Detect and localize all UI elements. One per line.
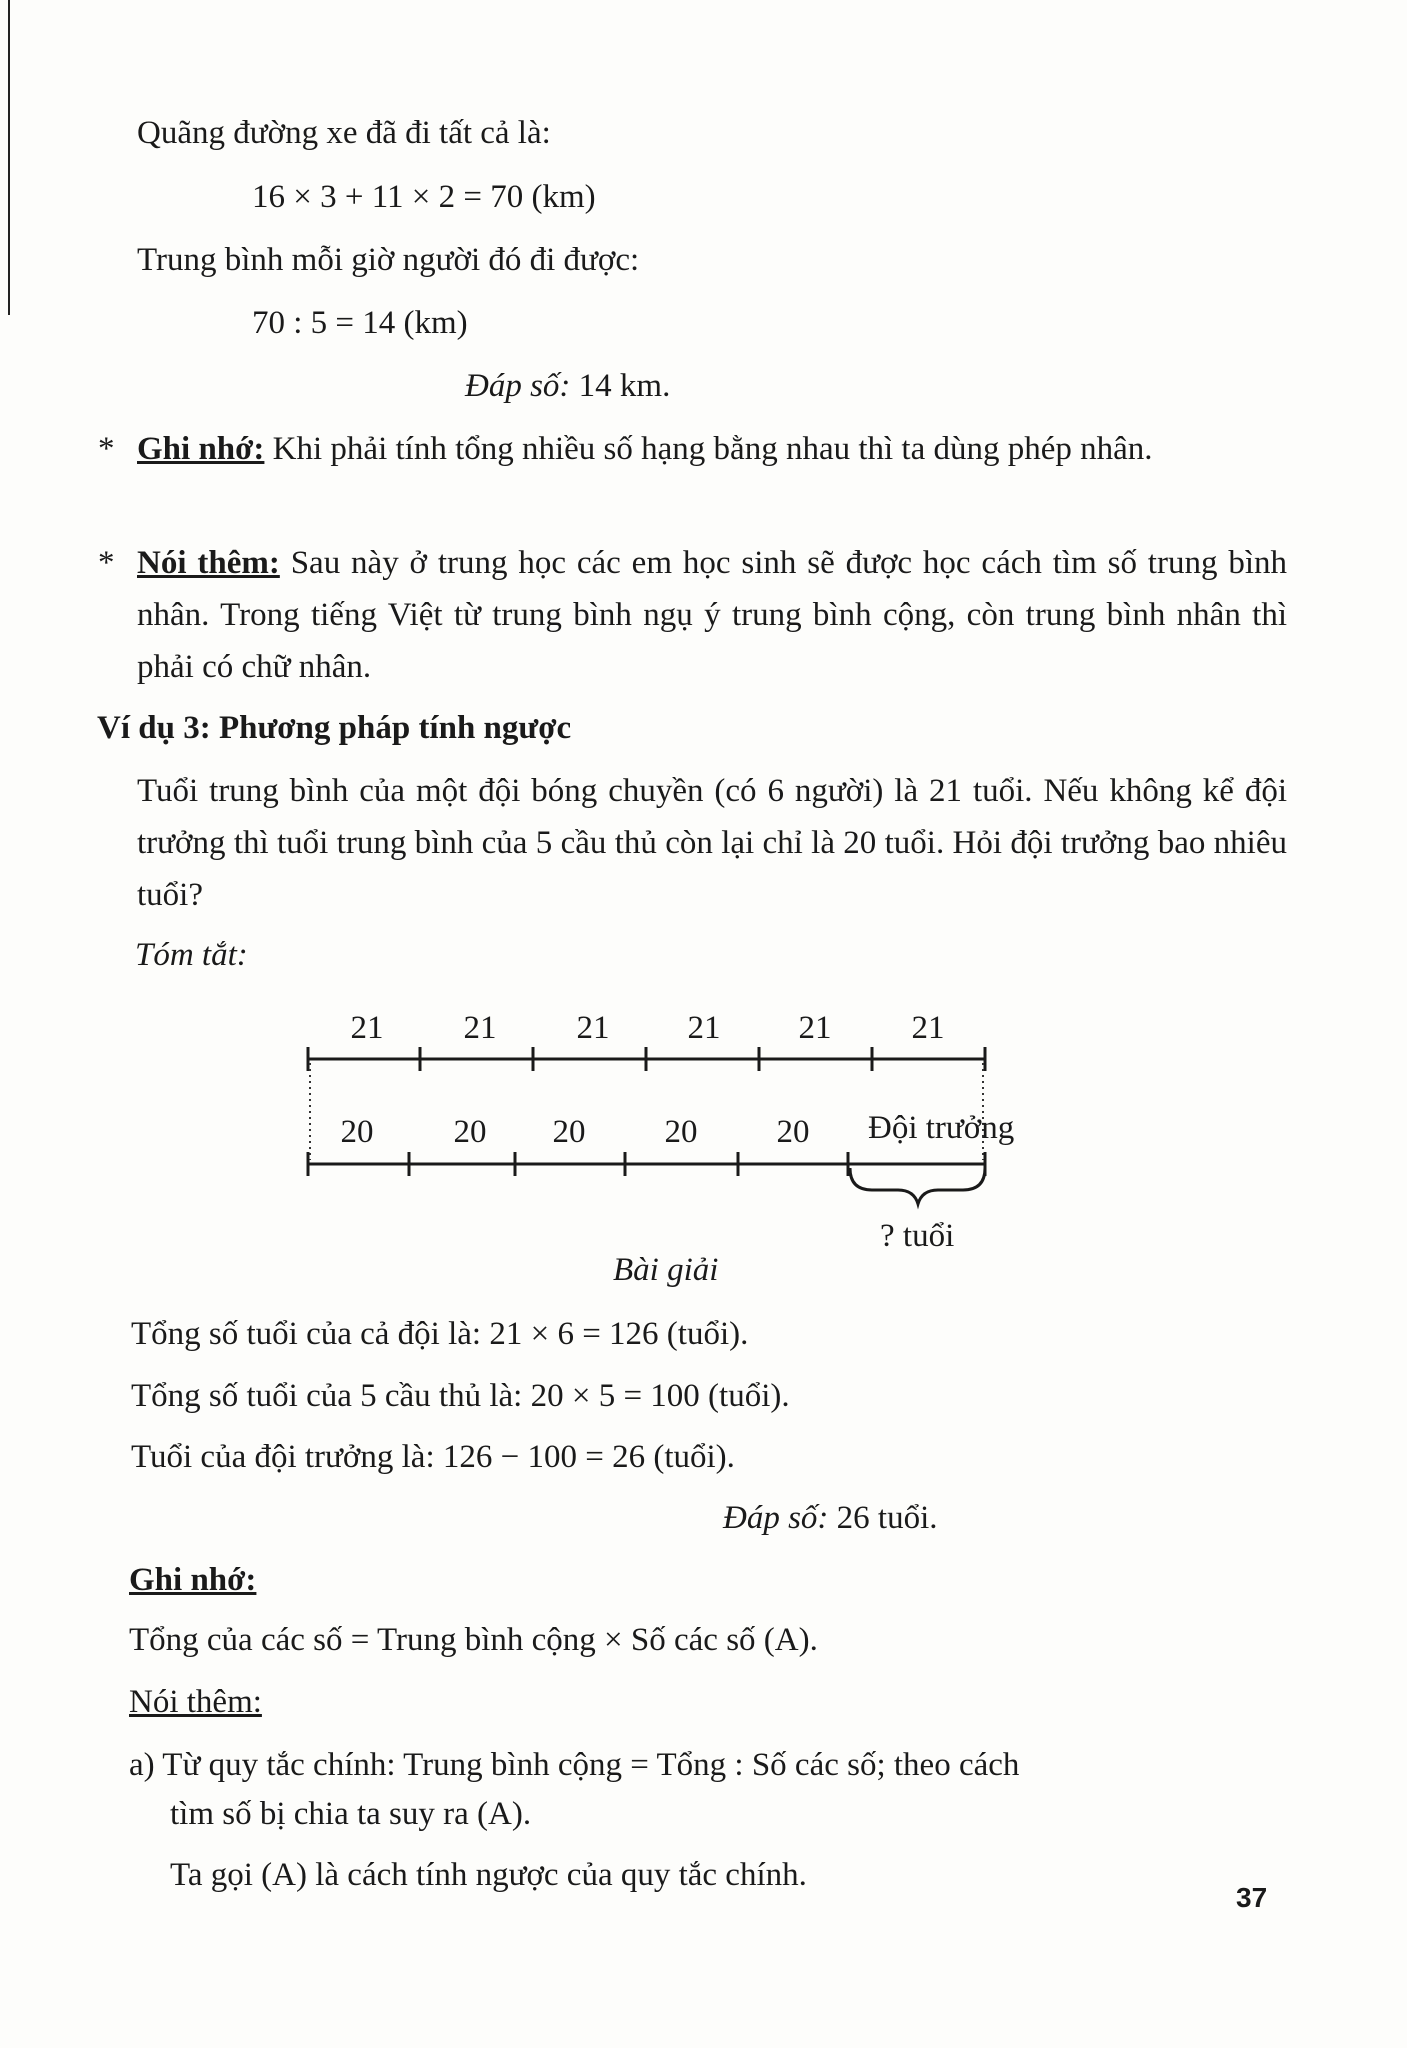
extra-heading: Nói thêm: (129, 1684, 262, 1720)
extra-item-a-note: Ta gọi (A) là cách tính ngược của quy tắc chính. (170, 1857, 807, 1893)
bottom-label: 20 (453, 1114, 487, 1150)
summary-label: Tóm tắt: (135, 937, 248, 973)
distance-sentence: Quãng đường xe đã đi tất cả là: (137, 115, 551, 151)
top-label: 21 (350, 1010, 384, 1046)
note2-text: Sau này ở trung học các em học sinh sẽ được học cách tìm số trung bình nhân. Trong tiếng Việt từ trung bình ngụ ý trung bình cộng, còn trung bình nhân thì phải có chữ nhân. (137, 545, 1287, 685)
extra-item-a: a) Từ quy tắc chính: Trung bình cộng = Tổng : Số các số; theo cách (129, 1747, 1020, 1783)
answer-line-2 (723, 1498, 938, 1538)
note1-text: Khi phải tính tổng nhiều số hạng bằng nhau thì ta dùng phép nhân. (272, 431, 1153, 467)
example3-title: Ví dụ 3: Phương pháp tính ngược (97, 710, 572, 746)
note1-label: Ghi nhớ: (137, 431, 265, 467)
solution-line-3: Tuổi của đội trưởng là: 126 − 100 = 26 (tuổi). (131, 1439, 735, 1475)
remember-heading: Ghi nhớ: (129, 1562, 257, 1598)
page-number: 37 (1236, 1882, 1268, 1913)
extra-item-a-cont: tìm số bị chia ta suy ra (A). (170, 1796, 532, 1832)
average-sentence: Trung bình mỗi giờ người đó đi được: (137, 242, 640, 278)
captain-label: Đội trưởng (868, 1110, 1015, 1146)
top-label: 21 (911, 1010, 945, 1046)
note1-star: * (98, 431, 115, 467)
question-label: ? tuổi (880, 1218, 955, 1254)
solution-line-2: Tổng số tuổi của 5 cầu thủ là: 20 × 5 = 100 (tuổi). (131, 1378, 790, 1414)
solution-heading: Bài giải (613, 1252, 719, 1288)
answer-value: 14 km. (578, 368, 671, 404)
bottom-label: 20 (776, 1114, 810, 1150)
top-label: 21 (798, 1010, 832, 1046)
note2-star: * (98, 545, 115, 581)
answer-label: Đáp số: (465, 368, 571, 404)
note2-label: Nói thêm: (137, 545, 280, 581)
solution-line-1: Tổng số tuổi của cả đội là: 21 × 6 = 126 (tuổi). (131, 1316, 749, 1352)
top-label: 21 (463, 1010, 497, 1046)
bottom-label: 20 (340, 1114, 374, 1150)
captain-brace (850, 1168, 985, 1204)
distance-equation: 16 × 3 + 11 × 2 = 70 (km) (252, 179, 596, 215)
top-label: 21 (687, 1010, 721, 1046)
example3-problem: Tuổi trung bình của một đội bóng chuyền (có 6 người) là 21 tuổi. Nếu không kể đội trưởng thì tuổi trung bình của 5 cầu thủ còn lại chỉ là 20 tuổi. Hỏi đội trưởng bao nhiêu tuổi? (137, 773, 1287, 913)
remember-text: Tổng của các số = Trung bình cộng × Số các số (A). (129, 1622, 818, 1658)
answer-label: Đáp số: (723, 1500, 829, 1536)
bottom-label: 20 (552, 1114, 586, 1150)
bottom-label: 20 (664, 1114, 698, 1150)
answer-value: 26 tuổi. (836, 1500, 938, 1536)
top-label: 21 (576, 1010, 610, 1046)
average-equation: 70 : 5 = 14 (km) (252, 305, 468, 341)
